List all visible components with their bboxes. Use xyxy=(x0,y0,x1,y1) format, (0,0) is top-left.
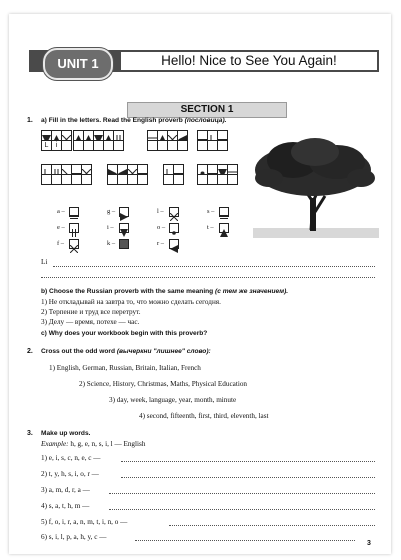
task3-example xyxy=(41,440,145,448)
key-symbol xyxy=(69,239,79,249)
key-symbol xyxy=(119,207,129,217)
cipher-letters-row-8 xyxy=(197,174,237,185)
answer-line[interactable] xyxy=(135,540,355,541)
task1c-instruction: c) Why does your workbook begin with this proverb? xyxy=(41,330,208,337)
answer-line[interactable] xyxy=(41,277,375,278)
cipher-letters-row-6 xyxy=(107,174,147,185)
key-letter: f – xyxy=(57,240,65,247)
key-letter: s – xyxy=(207,208,215,215)
cipher-answer-cell xyxy=(173,174,184,185)
scramble-item-5: 5) f, o, i, r, a, n, m, t, i, n, o — xyxy=(41,518,128,526)
answer-line[interactable] xyxy=(53,266,375,267)
task1b-instruction-ru: (с тем же значением). xyxy=(215,288,289,295)
cipher-answer-cell xyxy=(81,174,92,185)
task1b-instruction-en: b) Choose the Russian proverb with the same meaning xyxy=(41,288,214,295)
cipher-letters-row-5 xyxy=(41,174,91,185)
task1-number: 1. xyxy=(27,117,33,124)
task2-instruction-en: Cross out the odd word xyxy=(41,348,115,355)
proverb-option-3[interactable]: 3) Делу — время, потехе — час. xyxy=(41,318,140,326)
key-symbol xyxy=(219,207,229,217)
odd-word-row-4[interactable]: 4) second, fifteenth, first, third, eleventh, last xyxy=(139,412,269,420)
cipher-answer-cell xyxy=(61,140,72,151)
cipher-answer-cell xyxy=(177,140,188,151)
cipher-answer-cell xyxy=(227,174,238,185)
section-title: SECTION 1 xyxy=(180,104,234,115)
answer-line[interactable] xyxy=(169,525,375,526)
key-letter: r – xyxy=(157,240,165,247)
task3-number: 3. xyxy=(27,430,33,437)
answer-line[interactable] xyxy=(109,493,375,494)
answer-line[interactable] xyxy=(121,477,375,478)
cipher-letters-row xyxy=(41,140,71,151)
task1a-instruction xyxy=(41,117,226,125)
unit-title: Hello! Nice to See You Again! xyxy=(161,53,337,68)
scramble-item-3: 3) a, m, d, r, a — xyxy=(41,486,90,494)
task1b-instruction xyxy=(41,288,288,296)
key-letter: i – xyxy=(107,224,114,231)
scramble-item-6: 6) s, i, l, p, a, h, y, c — xyxy=(41,533,107,541)
unit-title-box xyxy=(121,52,377,70)
odd-word-row-1[interactable]: 1) English, German, Russian, Britain, Italian, French xyxy=(49,364,201,372)
task2-number: 2. xyxy=(27,348,33,355)
key-letter: g – xyxy=(107,208,116,215)
cipher-letters-row-4 xyxy=(197,140,227,151)
answer-line[interactable] xyxy=(121,461,375,462)
task2-instruction-ru: (вычеркни "лишнее" слово): xyxy=(116,348,211,355)
cipher-letters-row-2 xyxy=(73,140,123,151)
cipher-letters-row-7 xyxy=(163,174,183,185)
scramble-item-1: 1) e, i, s, c, n, e, c — xyxy=(41,454,101,462)
key-letter: t – xyxy=(207,224,214,231)
proverb-option-2[interactable]: 2) Терпение и труд все перетрут. xyxy=(41,308,141,316)
key-letter: a – xyxy=(57,208,65,215)
proverb-answer-start: Li xyxy=(41,258,48,266)
cipher-answer-cell: i xyxy=(51,140,62,151)
key-letter: e – xyxy=(57,224,65,231)
task2-instruction xyxy=(41,348,211,356)
scramble-item-2: 2) t, y, h, s, i, o, r — xyxy=(41,470,99,478)
scramble-item-4: 4) s, a, t, h, m — xyxy=(41,502,90,510)
key-symbol xyxy=(119,223,129,233)
key-symbol xyxy=(119,239,129,249)
example-text: h, g, e, n, s, i, l — English xyxy=(70,440,146,448)
workbook-page xyxy=(9,14,391,554)
key-letter: k – xyxy=(107,240,116,247)
key-symbol xyxy=(169,223,179,233)
proverb-option-1[interactable]: 1) Не откладывай на завтра то, что можно сделать сегодня. xyxy=(41,298,221,306)
cipher-answer-cell xyxy=(113,140,124,151)
cipher-letters-row-3 xyxy=(147,140,187,151)
key-symbol xyxy=(69,223,79,233)
task1a-instruction-ru: (пословица). xyxy=(184,117,227,124)
key-symbol xyxy=(69,207,79,217)
example-label: Example: xyxy=(41,440,69,448)
odd-word-row-2[interactable]: 2) Science, History, Christmas, Maths, Physical Education xyxy=(79,380,248,388)
task1a-instruction-en: a) Fill in the letters. Read the English proverb xyxy=(41,117,183,124)
cipher-answer-cell: L xyxy=(41,140,52,151)
task3-instruction: Make up words. xyxy=(41,430,91,437)
key-symbol xyxy=(169,239,179,249)
cipher-answer-cell xyxy=(217,140,228,151)
key-letter: o – xyxy=(157,224,166,231)
unit-badge: UNIT 1 xyxy=(43,48,113,80)
answer-line[interactable] xyxy=(109,509,375,510)
odd-word-row-3[interactable]: 3) day, week, language, year, month, minute xyxy=(109,396,237,404)
key-symbol xyxy=(219,223,229,233)
section-header xyxy=(127,102,287,118)
key-letter: l – xyxy=(157,208,164,215)
tree-illustration xyxy=(253,132,379,238)
key-symbol xyxy=(169,207,179,217)
page-number: 3 xyxy=(367,540,371,547)
cipher-answer-cell xyxy=(137,174,148,185)
